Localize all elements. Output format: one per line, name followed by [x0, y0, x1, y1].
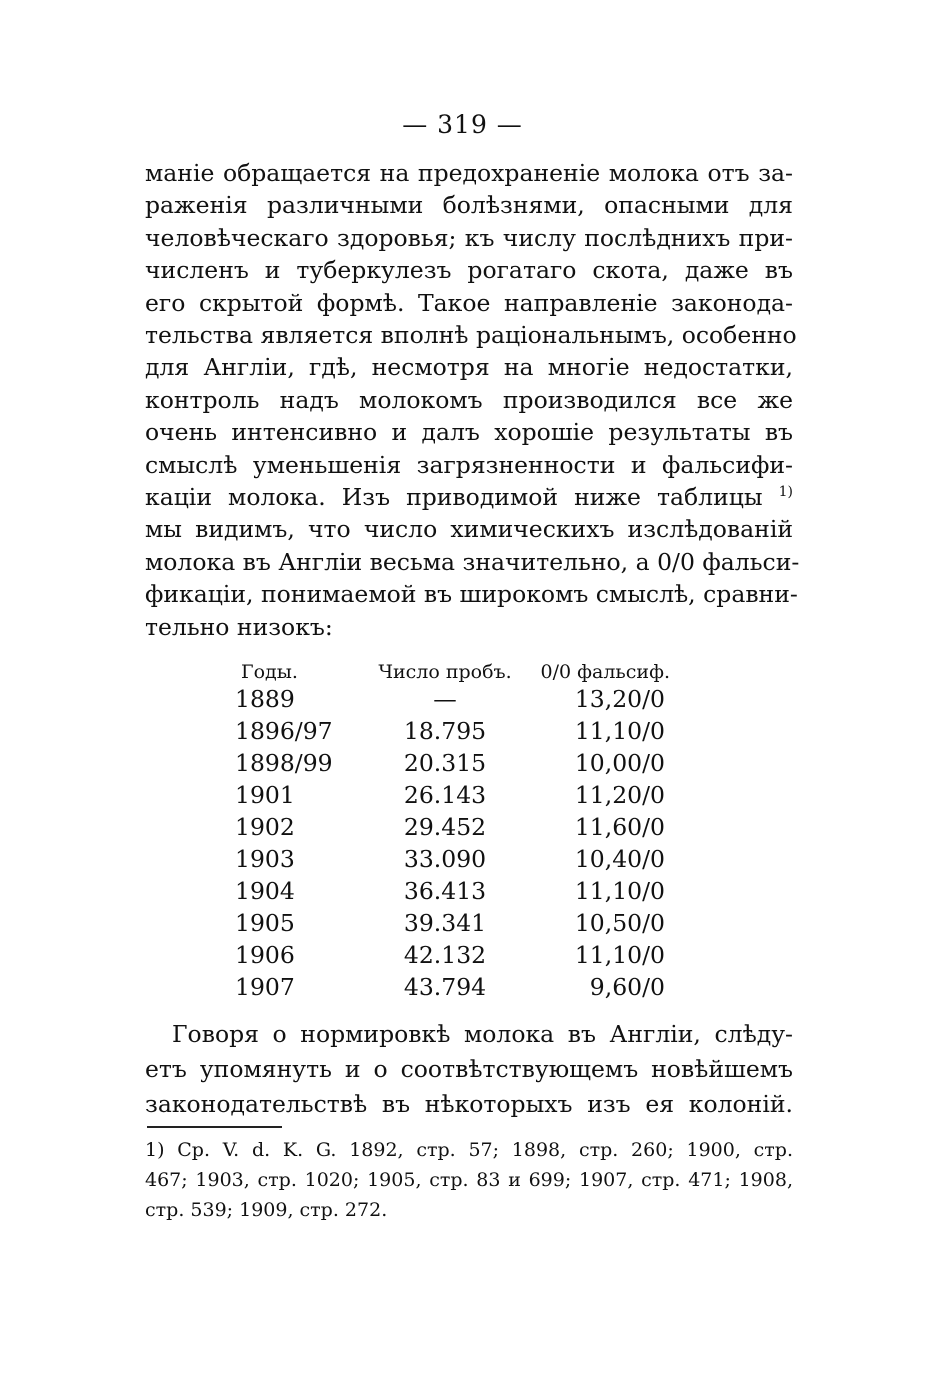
cell-percent: 11,10/0	[574, 941, 665, 969]
text-line: смыслѣ уменьшенія загрязненности и фальсифи-	[145, 450, 793, 479]
text-line: очень интенсивно и далъ хорошіе результаты въ	[145, 418, 793, 447]
cell-samples: 20.315	[403, 749, 487, 777]
cell-percent: 11,60/0	[574, 813, 665, 841]
text-line: фикаціи, понимаемой въ широкомъ смыслѣ, сравни-	[145, 580, 798, 609]
header-percent: 0/0 фальсиф.	[540, 661, 670, 683]
cell-year: 1896/97	[235, 717, 333, 745]
cell-percent: 11,10/0	[574, 717, 665, 745]
cell-percent: 11,10/0	[574, 877, 665, 905]
table-row	[235, 971, 685, 1003]
text-line: контроль надъ молокомъ производился все же	[145, 385, 793, 414]
text-line: его скрытой формѣ. Такое направленіе законода-	[145, 288, 793, 317]
cell-percent: 10,00/0	[574, 749, 665, 777]
cell-year: 1898/99	[235, 749, 333, 777]
cell-samples: 29.452	[403, 813, 487, 841]
cell-samples: 43.794	[403, 973, 487, 1001]
footnote-divider	[147, 1126, 282, 1128]
table-row	[235, 715, 685, 747]
cell-samples: 18.795	[403, 717, 487, 745]
cell-year: 1904	[235, 877, 295, 905]
text-line: законодательствѣ въ нѣкоторыхъ изъ ея колоній.	[145, 1090, 793, 1118]
cell-samples: 42.132	[403, 941, 487, 969]
table-row	[235, 747, 685, 779]
cell-samples: 39.341	[403, 909, 487, 937]
page-number: — 319 —	[402, 110, 523, 139]
text-line: Говоря о нормировкѣ молока въ Англіи, слѣду-	[172, 1020, 793, 1048]
text-line: раженія различными болѣзнями, опасными для	[145, 191, 793, 220]
cell-year: 1902	[235, 813, 295, 841]
cell-samples: 36.413	[403, 877, 487, 905]
text-line: для Англіи, гдѣ, несмотря на многіе недостатки,	[145, 353, 793, 382]
text-line: человѣческаго здоровья; къ числу послѣднихъ при-	[145, 223, 793, 252]
cell-samples: —	[433, 685, 457, 713]
text-segment: фальси-	[702, 547, 800, 576]
text-line: численъ и туберкулезъ рогатаго скота, даже въ	[145, 256, 793, 285]
body-paragraph	[145, 157, 800, 643]
text-line-with-footnote	[145, 481, 793, 513]
header-years: Годы.	[241, 661, 298, 683]
table-row	[235, 907, 685, 939]
table-row	[235, 779, 685, 811]
text-line: тельно низокъ:	[145, 612, 333, 641]
text-segment: молока въ Англіи весьма значительно, а	[145, 547, 650, 576]
text-line: тельства является вполнѣ раціональнымъ, особенно	[145, 321, 797, 350]
cell-percent: 13,20/0	[574, 685, 665, 713]
cell-percent: 11,20/0	[574, 781, 665, 809]
table-row	[235, 875, 685, 907]
cell-percent: 9,60/0	[589, 973, 665, 1001]
table-header	[235, 655, 685, 683]
text-segment: каціи молока. Изъ приводимой ниже таблицы	[145, 483, 763, 512]
table-row	[235, 939, 685, 971]
cell-year: 1905	[235, 909, 295, 937]
text-line: етъ упомянуть и о соотвѣтствующемъ новѣйшемъ	[145, 1055, 793, 1083]
cell-percent: 10,50/0	[574, 909, 665, 937]
body-paragraph-2	[145, 1017, 793, 1122]
footnote	[145, 1135, 793, 1225]
cell-year: 1907	[235, 973, 295, 1001]
cell-year: 1903	[235, 845, 295, 873]
cell-percent: 10,40/0	[574, 845, 665, 873]
footnote-marker: 1)	[778, 484, 793, 501]
text-line: маніе обращается на предохраненіе молока отъ за-	[145, 159, 793, 187]
cell-samples: 26.143	[403, 781, 487, 809]
cell-year: 1901	[235, 781, 295, 809]
table-row	[235, 683, 685, 715]
footnote-line: стр. 539; 1909, стр. 272.	[145, 1199, 388, 1221]
table-row	[235, 811, 685, 843]
cell-year: 1906	[235, 941, 295, 969]
cell-samples: 33.090	[403, 845, 487, 873]
percent-sign: 0/0	[657, 547, 695, 576]
footnote-line: 467; 1903, стр. 1020; 1905, стр. 83 и 699; 1907, стр. 471; 1908,	[145, 1169, 793, 1191]
text-line-with-percent	[145, 546, 800, 578]
cell-year: 1889	[235, 685, 295, 713]
table-row	[235, 843, 685, 875]
falsification-table	[235, 655, 685, 1003]
text-line: мы видимъ, что число химическихъ изслѣдованій	[145, 515, 793, 544]
footnote-line: 1) Cp. V. d. K. G. 1892, стр. 57; 1898, стр. 260; 1900, стр.	[145, 1139, 793, 1161]
header-samples: Число пробъ.	[378, 661, 512, 683]
